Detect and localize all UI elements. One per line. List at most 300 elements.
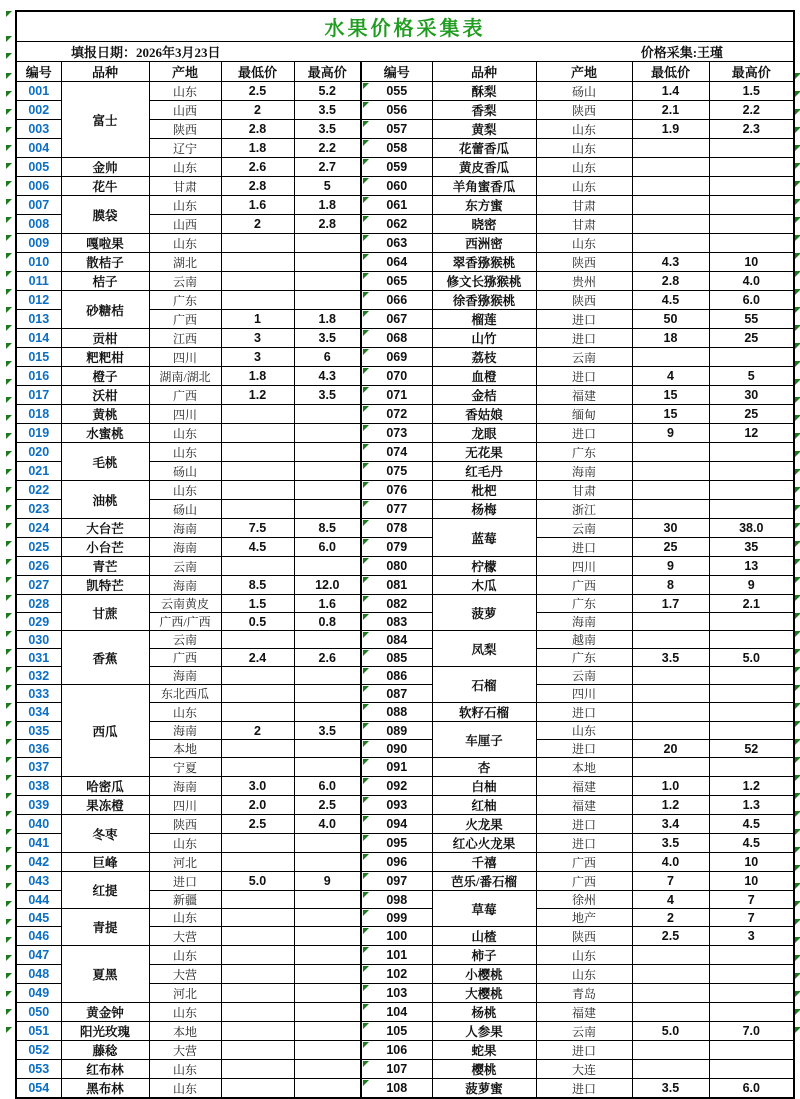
cell-origin[interactable]: 山东 <box>149 234 221 253</box>
cell-min-price[interactable]: 3.5 <box>632 834 709 853</box>
cell-variety[interactable]: 柠檬 <box>432 557 536 576</box>
cell-variety[interactable]: 黄梨 <box>432 120 536 139</box>
cell-id[interactable]: 017 <box>16 386 61 405</box>
cell-origin[interactable]: 浙江 <box>536 500 632 519</box>
cell-min-price[interactable]: 2.8 <box>221 120 294 139</box>
cell-max-price[interactable] <box>709 703 794 722</box>
cell-origin[interactable]: 四川 <box>536 685 632 703</box>
cell-min-price[interactable]: 1.8 <box>221 139 294 158</box>
cell-min-price[interactable] <box>221 946 294 965</box>
cell-origin[interactable]: 山东 <box>149 424 221 443</box>
cell-origin[interactable]: 福建 <box>536 777 632 796</box>
cell-min-price[interactable]: 2.1 <box>632 101 709 120</box>
cell-min-price[interactable]: 30 <box>632 519 709 538</box>
cell-origin[interactable]: 进口 <box>536 424 632 443</box>
cell-max-price[interactable]: 10 <box>709 853 794 872</box>
cell-id[interactable]: 080 <box>361 557 432 576</box>
cell-id[interactable]: 057 <box>361 120 432 139</box>
cell-max-price[interactable] <box>709 1003 794 1022</box>
cell-origin[interactable]: 进口 <box>536 1041 632 1060</box>
cell-origin[interactable]: 海南 <box>149 519 221 538</box>
cell-id[interactable]: 087 <box>361 685 432 703</box>
cell-max-price[interactable] <box>709 984 794 1003</box>
cell-max-price[interactable]: 2.8 <box>294 215 361 234</box>
cell-max-price[interactable]: 5.2 <box>294 82 361 101</box>
cell-min-price[interactable]: 2.8 <box>221 177 294 196</box>
cell-id[interactable]: 052 <box>16 1041 61 1060</box>
cell-id[interactable]: 013 <box>16 310 61 329</box>
cell-variety[interactable]: 火龙果 <box>432 815 536 834</box>
cell-min-price[interactable] <box>632 1003 709 1022</box>
cell-min-price[interactable]: 2.5 <box>221 815 294 834</box>
cell-min-price[interactable]: 25 <box>632 538 709 557</box>
cell-min-price[interactable] <box>221 667 294 685</box>
cell-max-price[interactable]: 9 <box>294 872 361 891</box>
cell-origin[interactable]: 山东 <box>536 965 632 984</box>
cell-variety[interactable]: 嘎啦果 <box>61 234 149 253</box>
cell-id[interactable]: 089 <box>361 722 432 740</box>
cell-variety[interactable]: 膜袋 <box>61 196 149 234</box>
cell-min-price[interactable]: 20 <box>632 740 709 758</box>
cell-origin[interactable]: 山东 <box>149 1003 221 1022</box>
cell-id[interactable]: 053 <box>16 1060 61 1079</box>
cell-min-price[interactable] <box>632 443 709 462</box>
cell-variety[interactable]: 贡柑 <box>61 329 149 348</box>
cell-variety[interactable]: 徐香猕猴桃 <box>432 291 536 310</box>
cell-max-price[interactable]: 1.3 <box>709 796 794 815</box>
cell-variety[interactable]: 修文长猕猴桃 <box>432 272 536 291</box>
cell-origin[interactable]: 甘肃 <box>536 215 632 234</box>
cell-id[interactable]: 016 <box>16 367 61 386</box>
cell-id[interactable]: 020 <box>16 443 61 462</box>
cell-origin[interactable]: 广西 <box>149 310 221 329</box>
cell-max-price[interactable]: 10 <box>709 253 794 272</box>
cell-id[interactable]: 099 <box>361 909 432 927</box>
cell-max-price[interactable] <box>294 703 361 722</box>
cell-origin[interactable]: 陕西 <box>536 927 632 946</box>
cell-origin[interactable]: 山东 <box>149 909 221 927</box>
cell-origin[interactable]: 广东 <box>536 443 632 462</box>
cell-max-price[interactable] <box>294 927 361 946</box>
cell-min-price[interactable]: 1 <box>221 310 294 329</box>
cell-min-price[interactable]: 2.8 <box>632 272 709 291</box>
cell-max-price[interactable]: 2.1 <box>709 595 794 613</box>
cell-id[interactable]: 098 <box>361 891 432 909</box>
cell-min-price[interactable] <box>632 758 709 777</box>
cell-origin[interactable]: 山东 <box>149 82 221 101</box>
cell-min-price[interactable] <box>221 557 294 576</box>
cell-origin[interactable]: 山东 <box>536 158 632 177</box>
cell-min-price[interactable]: 2.5 <box>221 82 294 101</box>
cell-origin[interactable]: 进口 <box>536 1079 632 1099</box>
cell-variety[interactable]: 菠萝 <box>432 595 536 631</box>
cell-max-price[interactable]: 4.3 <box>294 367 361 386</box>
cell-variety[interactable]: 红提 <box>61 872 149 909</box>
cell-max-price[interactable] <box>294 1003 361 1022</box>
cell-origin[interactable]: 进口 <box>149 872 221 891</box>
cell-max-price[interactable]: 2.3 <box>709 120 794 139</box>
cell-min-price[interactable] <box>632 1060 709 1079</box>
cell-max-price[interactable]: 2.2 <box>709 101 794 120</box>
cell-id[interactable]: 069 <box>361 348 432 367</box>
cell-max-price[interactable] <box>294 1079 361 1099</box>
cell-min-price[interactable]: 1.9 <box>632 120 709 139</box>
cell-id[interactable]: 001 <box>16 82 61 101</box>
cell-origin[interactable]: 四川 <box>149 796 221 815</box>
cell-id[interactable]: 007 <box>16 196 61 215</box>
cell-min-price[interactable] <box>632 139 709 158</box>
cell-min-price[interactable]: 3 <box>221 348 294 367</box>
cell-variety[interactable]: 山楂 <box>432 927 536 946</box>
cell-max-price[interactable] <box>294 253 361 272</box>
cell-max-price[interactable] <box>709 758 794 777</box>
cell-id[interactable]: 086 <box>361 667 432 685</box>
cell-origin[interactable]: 云南 <box>149 272 221 291</box>
cell-min-price[interactable]: 9 <box>632 424 709 443</box>
cell-min-price[interactable]: 1.6 <box>221 196 294 215</box>
cell-id[interactable]: 034 <box>16 703 61 722</box>
cell-max-price[interactable]: 4.0 <box>709 272 794 291</box>
cell-variety[interactable]: 粑粑柑 <box>61 348 149 367</box>
cell-variety[interactable]: 花蕾香瓜 <box>432 139 536 158</box>
cell-min-price[interactable]: 1.8 <box>221 367 294 386</box>
cell-origin[interactable]: 陕西 <box>536 101 632 120</box>
cell-min-price[interactable] <box>221 1041 294 1060</box>
cell-id[interactable]: 012 <box>16 291 61 310</box>
cell-origin[interactable]: 福建 <box>536 1003 632 1022</box>
cell-origin[interactable]: 湖北 <box>149 253 221 272</box>
cell-min-price[interactable]: 1.5 <box>221 595 294 613</box>
cell-origin[interactable]: 陕西 <box>536 253 632 272</box>
cell-id[interactable]: 047 <box>16 946 61 965</box>
cell-origin[interactable]: 四川 <box>536 557 632 576</box>
cell-min-price[interactable] <box>632 500 709 519</box>
cell-min-price[interactable]: 4.0 <box>632 853 709 872</box>
cell-max-price[interactable] <box>294 443 361 462</box>
cell-origin[interactable]: 云南 <box>536 1022 632 1041</box>
cell-variety[interactable]: 花牛 <box>61 177 149 196</box>
cell-max-price[interactable] <box>294 909 361 927</box>
cell-max-price[interactable] <box>709 965 794 984</box>
cell-max-price[interactable]: 7.0 <box>709 1022 794 1041</box>
cell-variety[interactable]: 黄桃 <box>61 405 149 424</box>
cell-origin[interactable]: 福建 <box>536 386 632 405</box>
cell-origin[interactable]: 大营 <box>149 965 221 984</box>
cell-max-price[interactable]: 6.0 <box>294 538 361 557</box>
cell-id[interactable]: 078 <box>361 519 432 538</box>
cell-min-price[interactable]: 3.0 <box>221 777 294 796</box>
cell-min-price[interactable] <box>632 234 709 253</box>
cell-variety[interactable]: 阳光玫瑰 <box>61 1022 149 1041</box>
cell-max-price[interactable] <box>709 158 794 177</box>
cell-max-price[interactable] <box>294 462 361 481</box>
cell-min-price[interactable]: 1.2 <box>632 796 709 815</box>
cell-variety[interactable]: 血橙 <box>432 367 536 386</box>
cell-min-price[interactable] <box>632 215 709 234</box>
cell-origin[interactable]: 山西 <box>149 101 221 120</box>
cell-variety[interactable]: 黄金钟 <box>61 1003 149 1022</box>
cell-id[interactable]: 084 <box>361 631 432 649</box>
cell-id[interactable]: 027 <box>16 576 61 595</box>
cell-id[interactable]: 008 <box>16 215 61 234</box>
cell-id[interactable]: 083 <box>361 613 432 631</box>
cell-origin[interactable]: 广西 <box>149 649 221 667</box>
cell-max-price[interactable]: 52 <box>709 740 794 758</box>
cell-max-price[interactable] <box>294 853 361 872</box>
cell-variety[interactable]: 桔子 <box>61 272 149 291</box>
cell-variety[interactable]: 人参果 <box>432 1022 536 1041</box>
cell-min-price[interactable]: 7 <box>632 872 709 891</box>
cell-id[interactable]: 033 <box>16 685 61 703</box>
cell-min-price[interactable]: 1.7 <box>632 595 709 613</box>
cell-origin[interactable]: 地产 <box>536 909 632 927</box>
cell-variety[interactable]: 香梨 <box>432 101 536 120</box>
cell-variety[interactable]: 千禧 <box>432 853 536 872</box>
cell-min-price[interactable]: 0.5 <box>221 613 294 631</box>
cell-id[interactable]: 079 <box>361 538 432 557</box>
cell-min-price[interactable] <box>221 291 294 310</box>
cell-origin[interactable]: 进口 <box>536 538 632 557</box>
cell-min-price[interactable]: 2 <box>632 909 709 927</box>
cell-min-price[interactable] <box>221 834 294 853</box>
cell-variety[interactable]: 凯特芒 <box>61 576 149 595</box>
cell-max-price[interactable] <box>294 685 361 703</box>
cell-variety[interactable]: 杏 <box>432 758 536 777</box>
cell-id[interactable]: 021 <box>16 462 61 481</box>
cell-id[interactable]: 026 <box>16 557 61 576</box>
cell-max-price[interactable] <box>709 462 794 481</box>
cell-variety[interactable]: 荔枝 <box>432 348 536 367</box>
cell-origin[interactable]: 本地 <box>149 740 221 758</box>
cell-max-price[interactable] <box>294 500 361 519</box>
cell-min-price[interactable] <box>221 462 294 481</box>
cell-min-price[interactable] <box>221 853 294 872</box>
cell-min-price[interactable] <box>221 443 294 462</box>
cell-min-price[interactable] <box>221 965 294 984</box>
cell-max-price[interactable] <box>709 234 794 253</box>
cell-origin[interactable]: 进口 <box>536 310 632 329</box>
cell-id[interactable]: 046 <box>16 927 61 946</box>
cell-min-price[interactable] <box>221 500 294 519</box>
cell-id[interactable]: 093 <box>361 796 432 815</box>
cell-min-price[interactable] <box>632 613 709 631</box>
cell-id[interactable]: 090 <box>361 740 432 758</box>
cell-id[interactable]: 065 <box>361 272 432 291</box>
cell-origin[interactable]: 山东 <box>536 946 632 965</box>
cell-min-price[interactable]: 4.5 <box>632 291 709 310</box>
cell-origin[interactable]: 广东 <box>536 649 632 667</box>
cell-id[interactable]: 003 <box>16 120 61 139</box>
cell-origin[interactable]: 山东 <box>536 139 632 158</box>
cell-origin[interactable]: 广东 <box>149 291 221 310</box>
cell-origin[interactable]: 陕西 <box>149 120 221 139</box>
cell-min-price[interactable]: 5.0 <box>632 1022 709 1041</box>
cell-origin[interactable]: 砀山 <box>149 500 221 519</box>
cell-min-price[interactable]: 15 <box>632 405 709 424</box>
cell-origin[interactable]: 四川 <box>149 405 221 424</box>
cell-min-price[interactable]: 4.5 <box>221 538 294 557</box>
cell-id[interactable]: 105 <box>361 1022 432 1041</box>
cell-min-price[interactable]: 8.5 <box>221 576 294 595</box>
cell-id[interactable]: 067 <box>361 310 432 329</box>
cell-id[interactable]: 082 <box>361 595 432 613</box>
cell-variety[interactable]: 青芒 <box>61 557 149 576</box>
cell-id[interactable]: 096 <box>361 853 432 872</box>
cell-origin[interactable]: 福建 <box>536 796 632 815</box>
cell-origin[interactable]: 甘肃 <box>536 481 632 500</box>
cell-origin[interactable]: 海南 <box>149 538 221 557</box>
cell-origin[interactable]: 陕西 <box>149 815 221 834</box>
cell-max-price[interactable]: 3.5 <box>294 329 361 348</box>
cell-id[interactable]: 095 <box>361 834 432 853</box>
cell-variety[interactable]: 杨梅 <box>432 500 536 519</box>
cell-max-price[interactable]: 25 <box>709 329 794 348</box>
cell-min-price[interactable] <box>632 481 709 500</box>
cell-origin[interactable]: 河北 <box>149 984 221 1003</box>
cell-origin[interactable]: 江西 <box>149 329 221 348</box>
cell-id[interactable]: 070 <box>361 367 432 386</box>
cell-origin[interactable]: 湖南/湖北 <box>149 367 221 386</box>
cell-id[interactable]: 075 <box>361 462 432 481</box>
cell-max-price[interactable] <box>294 272 361 291</box>
cell-origin[interactable]: 本地 <box>536 758 632 777</box>
cell-max-price[interactable] <box>709 139 794 158</box>
cell-max-price[interactable]: 3.5 <box>294 120 361 139</box>
cell-min-price[interactable]: 2 <box>221 215 294 234</box>
cell-origin[interactable]: 进口 <box>536 834 632 853</box>
cell-max-price[interactable] <box>294 405 361 424</box>
cell-max-price[interactable] <box>709 1041 794 1060</box>
cell-id[interactable]: 060 <box>361 177 432 196</box>
cell-variety[interactable]: 草莓 <box>432 891 536 927</box>
cell-variety[interactable]: 木瓜 <box>432 576 536 595</box>
cell-max-price[interactable] <box>294 965 361 984</box>
cell-min-price[interactable]: 7.5 <box>221 519 294 538</box>
cell-id[interactable]: 048 <box>16 965 61 984</box>
cell-variety[interactable]: 小樱桃 <box>432 965 536 984</box>
cell-min-price[interactable] <box>221 927 294 946</box>
cell-id[interactable]: 085 <box>361 649 432 667</box>
cell-variety[interactable]: 砂糖桔 <box>61 291 149 329</box>
cell-min-price[interactable] <box>221 631 294 649</box>
cell-origin[interactable]: 广西 <box>536 872 632 891</box>
cell-max-price[interactable]: 4.0 <box>294 815 361 834</box>
cell-max-price[interactable] <box>294 631 361 649</box>
cell-min-price[interactable] <box>221 1003 294 1022</box>
cell-max-price[interactable]: 9 <box>709 576 794 595</box>
cell-max-price[interactable] <box>709 1060 794 1079</box>
cell-min-price[interactable] <box>632 667 709 685</box>
cell-min-price[interactable]: 2.5 <box>632 927 709 946</box>
cell-origin[interactable]: 山东 <box>149 1060 221 1079</box>
cell-min-price[interactable] <box>632 984 709 1003</box>
cell-origin[interactable]: 进口 <box>536 329 632 348</box>
cell-variety[interactable]: 车厘子 <box>432 722 536 758</box>
cell-origin[interactable]: 云南黄皮 <box>149 595 221 613</box>
cell-max-price[interactable]: 55 <box>709 310 794 329</box>
cell-min-price[interactable] <box>632 703 709 722</box>
cell-id[interactable]: 050 <box>16 1003 61 1022</box>
cell-max-price[interactable]: 3 <box>709 927 794 946</box>
cell-origin[interactable]: 海南 <box>536 462 632 481</box>
cell-id[interactable]: 104 <box>361 1003 432 1022</box>
cell-variety[interactable]: 白柚 <box>432 777 536 796</box>
cell-id[interactable]: 009 <box>16 234 61 253</box>
cell-id[interactable]: 059 <box>361 158 432 177</box>
cell-max-price[interactable] <box>709 685 794 703</box>
cell-min-price[interactable] <box>221 1079 294 1099</box>
cell-variety[interactable]: 无花果 <box>432 443 536 462</box>
cell-id[interactable]: 037 <box>16 758 61 777</box>
cell-id[interactable]: 081 <box>361 576 432 595</box>
cell-min-price[interactable] <box>632 158 709 177</box>
cell-id[interactable]: 071 <box>361 386 432 405</box>
cell-variety[interactable]: 金帅 <box>61 158 149 177</box>
cell-min-price[interactable]: 8 <box>632 576 709 595</box>
cell-variety[interactable]: 榴莲 <box>432 310 536 329</box>
cell-origin[interactable]: 陕西 <box>536 291 632 310</box>
cell-min-price[interactable]: 2.6 <box>221 158 294 177</box>
cell-variety[interactable]: 红心火龙果 <box>432 834 536 853</box>
cell-max-price[interactable] <box>294 740 361 758</box>
cell-id[interactable]: 022 <box>16 481 61 500</box>
cell-id[interactable]: 044 <box>16 891 61 909</box>
cell-min-price[interactable] <box>221 891 294 909</box>
cell-id[interactable]: 011 <box>16 272 61 291</box>
cell-id[interactable]: 032 <box>16 667 61 685</box>
cell-max-price[interactable] <box>294 1060 361 1079</box>
cell-variety[interactable]: 凤梨 <box>432 631 536 667</box>
cell-max-price[interactable] <box>294 234 361 253</box>
cell-max-price[interactable] <box>294 481 361 500</box>
cell-origin[interactable]: 新疆 <box>149 891 221 909</box>
cell-min-price[interactable] <box>632 462 709 481</box>
cell-id[interactable]: 101 <box>361 946 432 965</box>
cell-origin[interactable]: 云南 <box>149 557 221 576</box>
cell-id[interactable]: 072 <box>361 405 432 424</box>
cell-id[interactable]: 014 <box>16 329 61 348</box>
cell-id[interactable]: 094 <box>361 815 432 834</box>
cell-variety[interactable]: 黑布林 <box>61 1079 149 1099</box>
cell-origin[interactable]: 云南 <box>149 631 221 649</box>
cell-origin[interactable]: 本地 <box>149 1022 221 1041</box>
cell-id[interactable]: 029 <box>16 613 61 631</box>
cell-origin[interactable]: 广西 <box>149 386 221 405</box>
cell-max-price[interactable]: 2.2 <box>294 139 361 158</box>
cell-id[interactable]: 040 <box>16 815 61 834</box>
cell-variety[interactable]: 西洲密 <box>432 234 536 253</box>
cell-min-price[interactable] <box>221 272 294 291</box>
cell-min-price[interactable]: 3.5 <box>632 1079 709 1099</box>
cell-max-price[interactable]: 12.0 <box>294 576 361 595</box>
cell-origin[interactable]: 海南 <box>149 777 221 796</box>
cell-variety[interactable]: 甘蔗 <box>61 595 149 631</box>
cell-max-price[interactable] <box>709 348 794 367</box>
cell-min-price[interactable]: 5.0 <box>221 872 294 891</box>
cell-id[interactable]: 023 <box>16 500 61 519</box>
cell-variety[interactable]: 果冻橙 <box>61 796 149 815</box>
cell-min-price[interactable] <box>632 1041 709 1060</box>
cell-id[interactable]: 002 <box>16 101 61 120</box>
cell-min-price[interactable]: 2.4 <box>221 649 294 667</box>
cell-origin[interactable]: 进口 <box>536 703 632 722</box>
cell-id[interactable]: 077 <box>361 500 432 519</box>
cell-min-price[interactable] <box>221 984 294 1003</box>
cell-variety[interactable]: 石榴 <box>432 667 536 703</box>
cell-min-price[interactable] <box>221 703 294 722</box>
cell-variety[interactable]: 大台芒 <box>61 519 149 538</box>
cell-max-price[interactable] <box>294 891 361 909</box>
